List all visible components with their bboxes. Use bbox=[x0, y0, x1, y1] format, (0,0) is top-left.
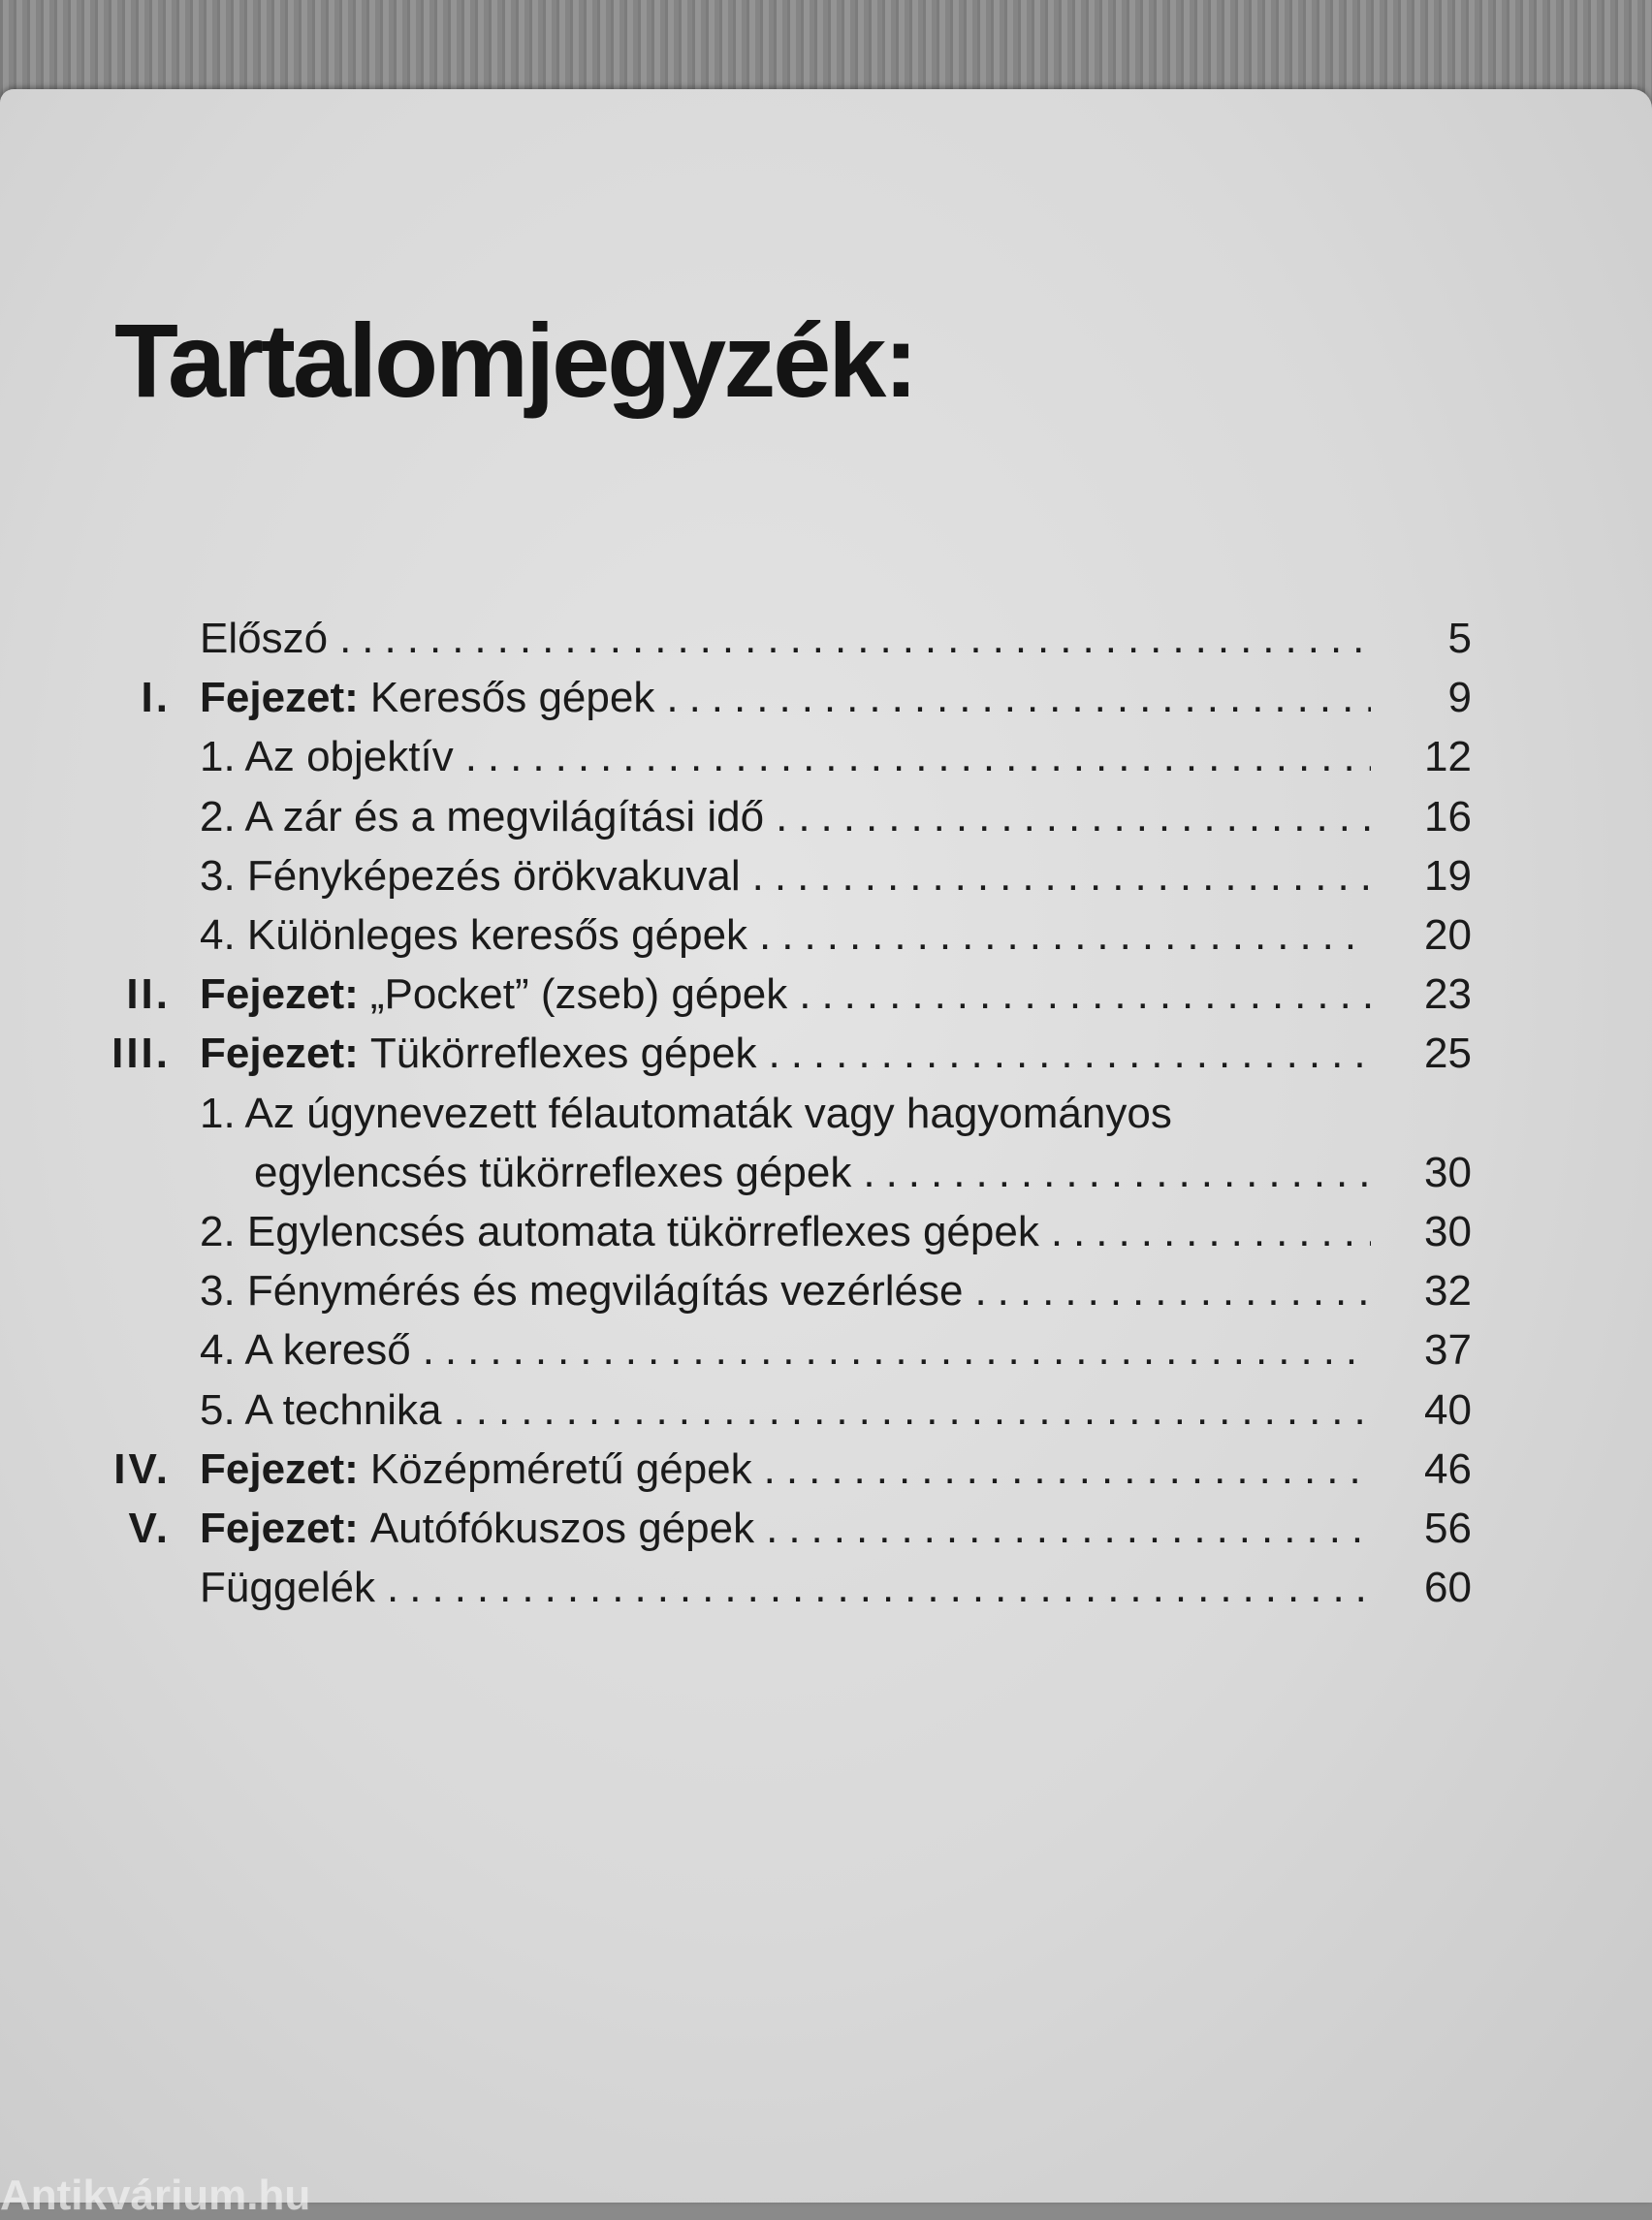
dot-leader bbox=[764, 1440, 1371, 1500]
dot-leader bbox=[454, 1380, 1371, 1441]
chapter-number: I. bbox=[141, 674, 171, 722]
chapter-number: V. bbox=[128, 1505, 171, 1552]
entry-text: 2. Egylencsés automata tükörreflexes gépek bbox=[200, 1208, 1039, 1255]
toc-entry bbox=[0, 1202, 1652, 1262]
toc-entry bbox=[0, 1320, 1652, 1380]
toc-entry bbox=[0, 905, 1652, 966]
entry-text: 2. A zár és a megvilágítási idő bbox=[200, 792, 765, 840]
entry-title bbox=[200, 1558, 1371, 1618]
page-number: 56 bbox=[1424, 1505, 1472, 1552]
dot-leader bbox=[387, 1558, 1371, 1618]
entry-text: Előszó bbox=[200, 615, 329, 662]
dot-leader bbox=[863, 1143, 1371, 1203]
chapter-number: III. bbox=[111, 1030, 171, 1078]
toc-entry bbox=[0, 1024, 1652, 1084]
toc-entry bbox=[0, 1143, 1652, 1203]
toc-entry bbox=[0, 1380, 1652, 1441]
chapter-keyword: Fejezet: bbox=[200, 1505, 359, 1552]
toc-entry bbox=[0, 846, 1652, 906]
toc-entry bbox=[0, 1558, 1652, 1618]
entry-title bbox=[200, 727, 1371, 787]
toc-entry bbox=[0, 787, 1652, 847]
entry-title bbox=[200, 1380, 1371, 1441]
entry-text: egylencsés tükörreflexes gépek bbox=[254, 1148, 852, 1196]
page-number: 32 bbox=[1424, 1267, 1472, 1316]
dot-leader bbox=[759, 905, 1371, 966]
chapter-keyword: Fejezet: bbox=[200, 1444, 359, 1493]
entry-title bbox=[200, 1440, 1371, 1500]
page-number: 5 bbox=[1447, 615, 1472, 662]
page-number: 19 bbox=[1424, 851, 1472, 900]
dot-leader bbox=[752, 846, 1371, 906]
dot-leader bbox=[776, 787, 1371, 847]
toc-entry bbox=[0, 1261, 1652, 1321]
entry-title bbox=[200, 1024, 1371, 1084]
page-number: 12 bbox=[1424, 733, 1472, 781]
entry-title bbox=[200, 965, 1371, 1025]
entry-title bbox=[200, 1320, 1371, 1380]
page-number: 25 bbox=[1424, 1030, 1472, 1078]
entry-title bbox=[200, 1084, 1371, 1144]
dot-leader bbox=[423, 1320, 1371, 1380]
entry-text: Középméretű gépek bbox=[369, 1444, 752, 1493]
entry-title bbox=[254, 1143, 1371, 1203]
entry-title bbox=[200, 668, 1371, 728]
page-number: 40 bbox=[1424, 1385, 1472, 1434]
page-number: 60 bbox=[1424, 1564, 1472, 1612]
page-number: 16 bbox=[1424, 792, 1472, 840]
watermark: Antikvárium.hu bbox=[0, 2172, 311, 2219]
chapter-keyword: Fejezet: bbox=[200, 970, 359, 1019]
entry-text: 5. A technika bbox=[200, 1385, 442, 1434]
entry-text: Függelék bbox=[200, 1564, 376, 1612]
chapter-keyword: Fejezet: bbox=[200, 674, 359, 722]
entry-text: 1. Az úgynevezett félautomaták vagy hagyományos bbox=[200, 1089, 1172, 1137]
page-number: 23 bbox=[1424, 970, 1472, 1019]
entry-text: Keresős gépek bbox=[369, 674, 655, 722]
page-number: 9 bbox=[1447, 674, 1472, 722]
entry-title bbox=[200, 1261, 1371, 1321]
entry-text: 4. Különleges keresős gépek bbox=[200, 911, 748, 959]
entry-title bbox=[200, 905, 1371, 966]
page-number: 37 bbox=[1424, 1326, 1472, 1375]
entry-text: 4. A kereső bbox=[200, 1326, 411, 1375]
dot-leader bbox=[799, 965, 1371, 1025]
toc-entry bbox=[0, 1499, 1652, 1559]
toc-entry bbox=[0, 1084, 1652, 1144]
page-number: 20 bbox=[1424, 911, 1472, 959]
dot-leader bbox=[666, 668, 1371, 728]
toc-entry bbox=[0, 668, 1652, 728]
page-number: 46 bbox=[1424, 1444, 1472, 1493]
entry-title bbox=[200, 1202, 1371, 1262]
entry-title bbox=[200, 846, 1371, 906]
page-number: 30 bbox=[1424, 1148, 1472, 1196]
entry-title bbox=[200, 787, 1371, 847]
entry-text: Autófókuszos gépek bbox=[369, 1505, 755, 1552]
dot-leader bbox=[974, 1261, 1371, 1321]
dot-leader bbox=[1051, 1202, 1371, 1262]
toc-entry bbox=[0, 727, 1652, 787]
dot-leader bbox=[766, 1499, 1371, 1559]
entry-text: „Pocket” (zseb) gépek bbox=[369, 970, 788, 1019]
toc-entry bbox=[0, 965, 1652, 1025]
page-number: 30 bbox=[1424, 1208, 1472, 1255]
dot-leader bbox=[768, 1024, 1371, 1084]
dot-leader bbox=[465, 727, 1371, 787]
entry-text: Tükörreflexes gépek bbox=[369, 1030, 757, 1078]
dot-leader bbox=[339, 609, 1371, 669]
chapter-number: IV. bbox=[113, 1444, 171, 1493]
entry-title bbox=[200, 609, 1371, 669]
chapter-keyword: Fejezet: bbox=[200, 1030, 359, 1078]
page-title: Tartalomjegyzék: bbox=[114, 301, 916, 419]
entry-text: 3. Fénymérés és megvilágítás vezérlése bbox=[200, 1267, 964, 1316]
entry-text: 3. Fényképezés örökvakuval bbox=[200, 851, 741, 900]
toc-entry bbox=[0, 1440, 1652, 1500]
entry-title bbox=[200, 1499, 1371, 1559]
chapter-number: II. bbox=[126, 970, 171, 1019]
entry-text: 1. Az objektív bbox=[200, 733, 454, 781]
toc-entry bbox=[0, 609, 1652, 669]
